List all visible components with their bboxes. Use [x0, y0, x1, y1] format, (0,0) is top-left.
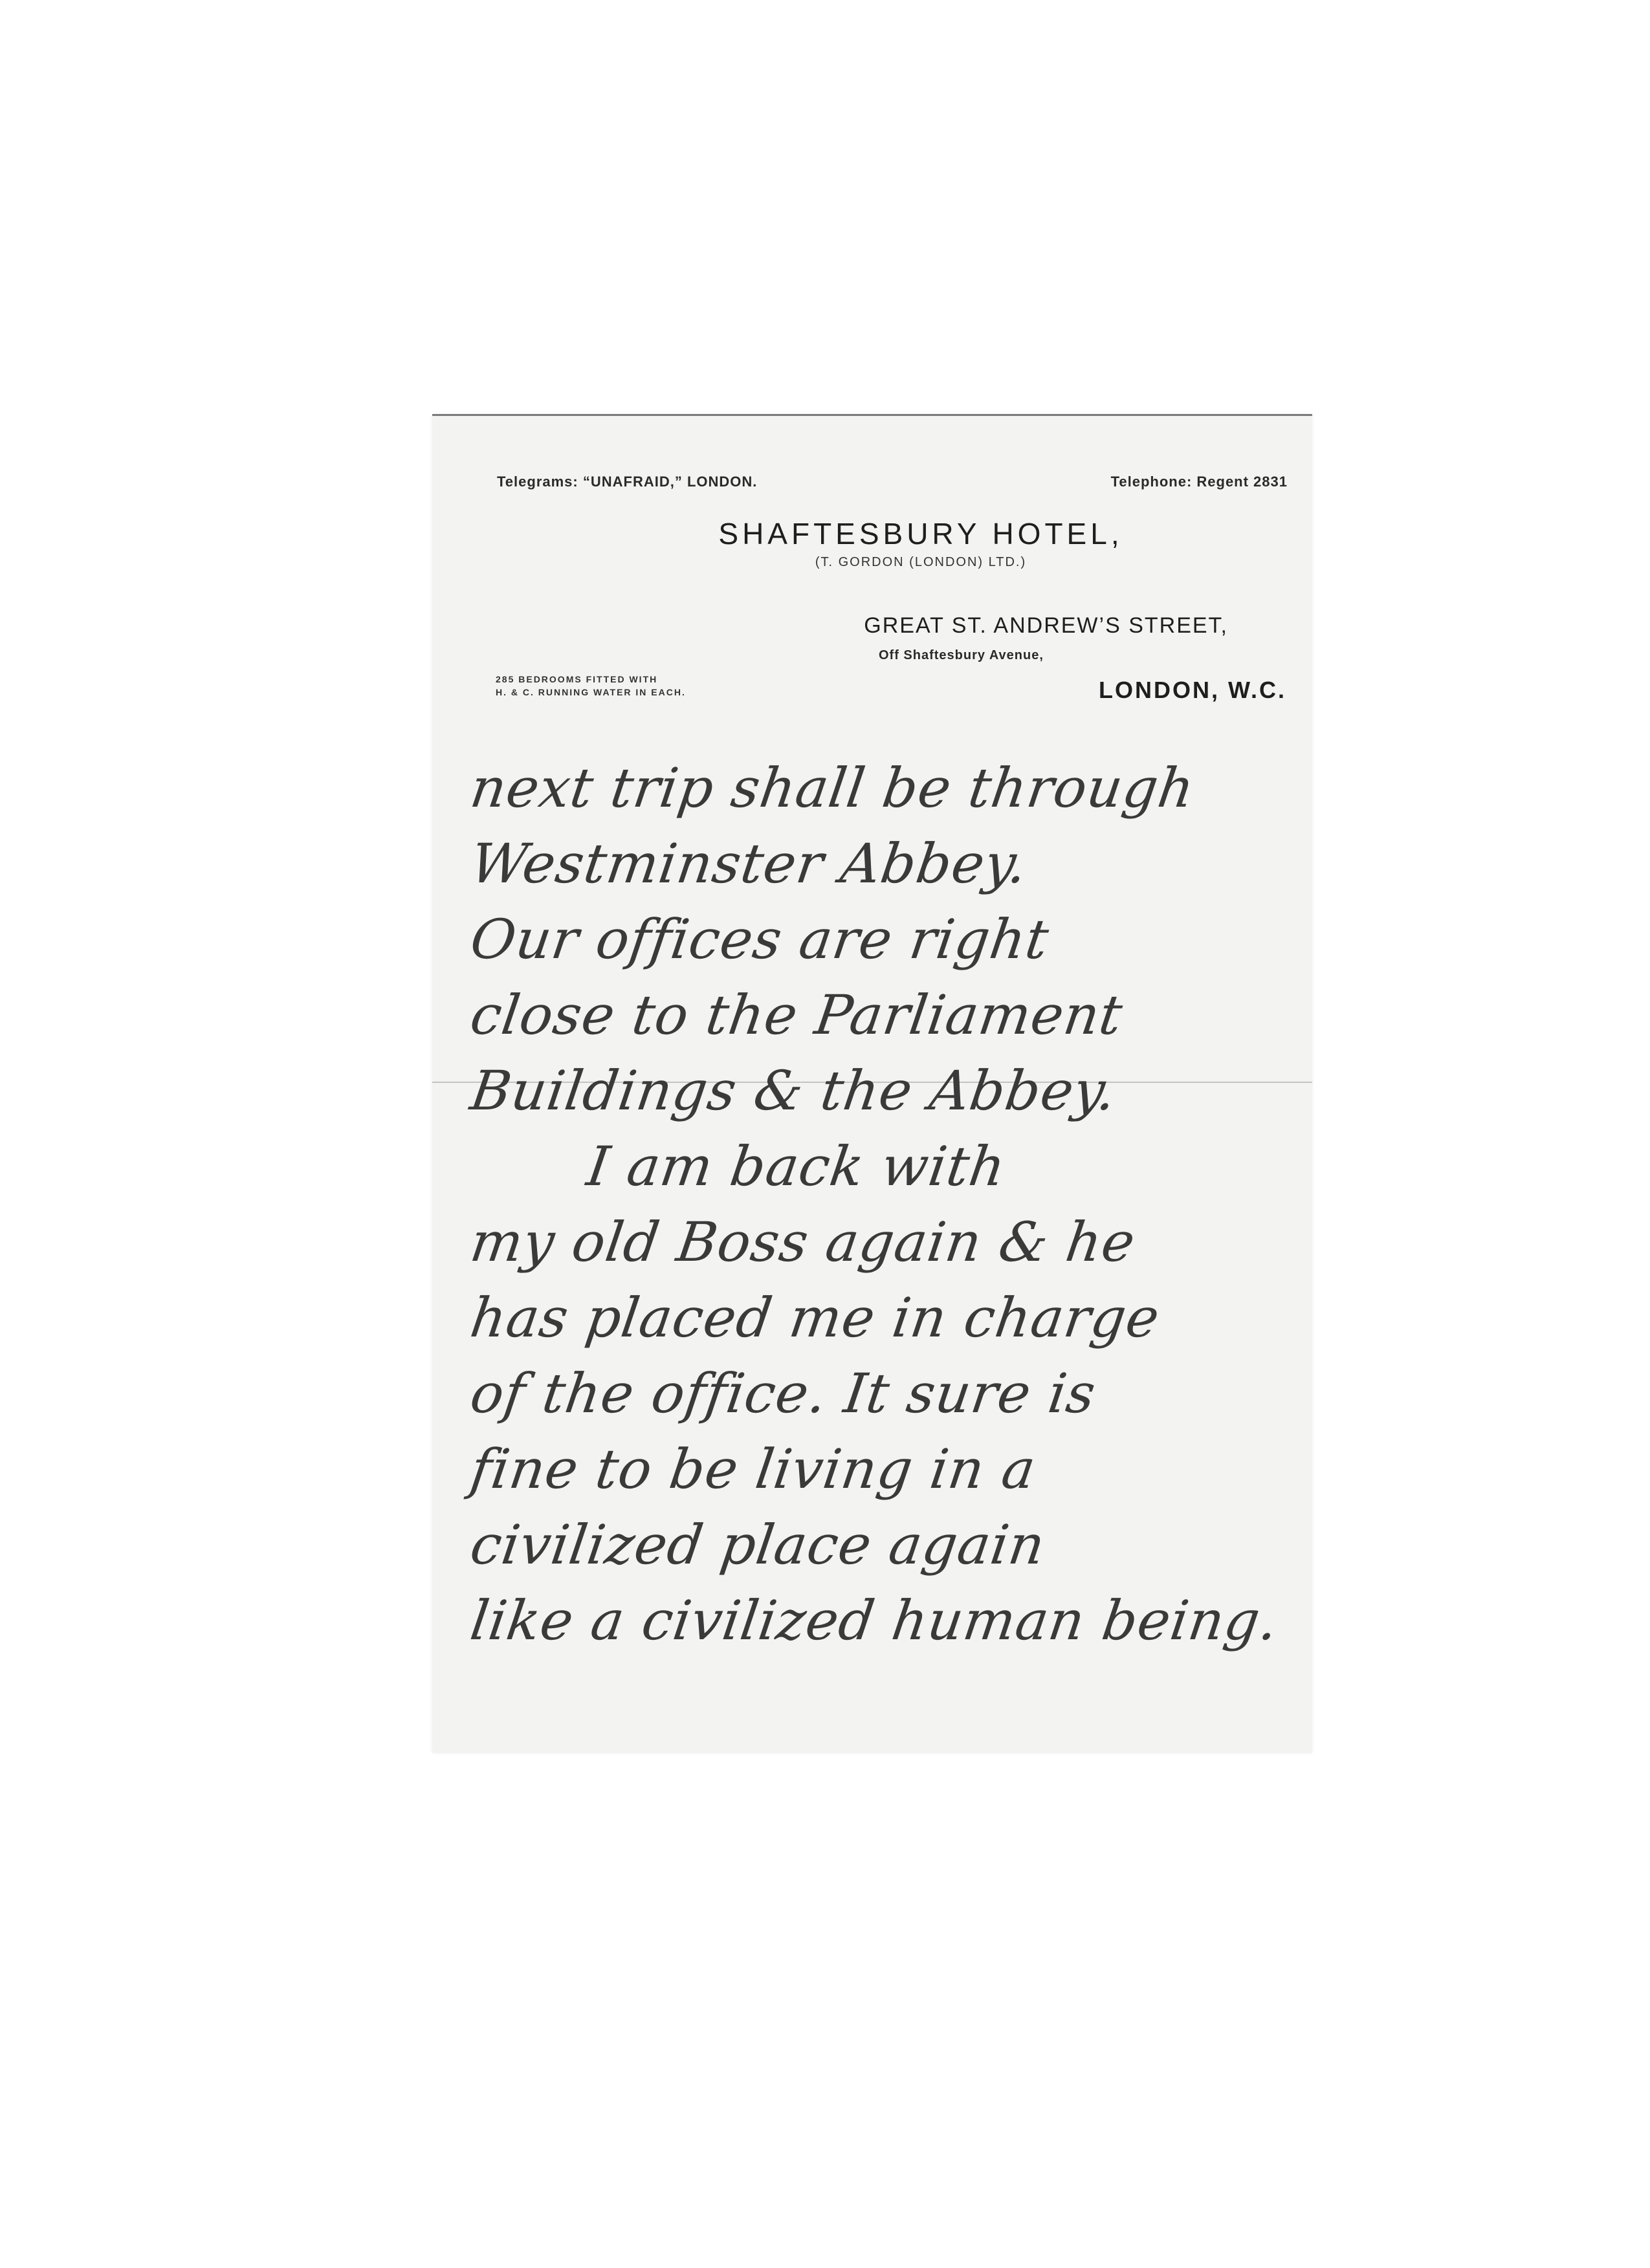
handwritten-line: civilized place again	[467, 1513, 1050, 1576]
letterhead-hotel-name: SHAFTESBURY HOTEL,	[718, 517, 1123, 551]
handwritten-line: Our offices are right	[467, 908, 1053, 971]
letterhead-bedrooms-line-1: 285 BEDROOMS FITTED WITH	[496, 674, 658, 684]
handwritten-line: like a civilized human being.	[467, 1589, 1282, 1652]
handwritten-line: of the office. It sure is	[467, 1362, 1100, 1425]
letterhead-telegrams: Telegrams: “UNAFRAID,” LONDON.	[497, 474, 758, 490]
sheet-top-edge	[432, 414, 1312, 416]
handwritten-line: has placed me in charge	[467, 1286, 1164, 1349]
handwritten-line: I am back with	[583, 1135, 1010, 1198]
handwritten-line: fine to be living in a	[467, 1437, 1040, 1501]
handwritten-line: Westminster Abbey.	[467, 832, 1031, 895]
handwritten-letter-body	[467, 750, 1299, 1659]
handwritten-line: my old Boss again & he	[467, 1210, 1139, 1274]
handwritten-line: close to the Parliament	[467, 983, 1127, 1047]
letterhead-company: (T. GORDON (LONDON) LTD.)	[815, 555, 1027, 569]
letterhead-bedrooms-line-2: H. & C. RUNNING WATER IN EACH.	[496, 687, 686, 697]
letterhead-telephone: Telephone: Regent 2831	[1110, 474, 1288, 490]
letterhead-bedrooms	[496, 673, 686, 699]
letter-sheet	[432, 414, 1312, 1753]
letterhead-street: GREAT ST. ANDREW’S STREET,	[864, 613, 1228, 638]
letterhead-off-street: Off Shaftesbury Avenue,	[879, 648, 1044, 662]
letterhead-city: LONDON, W.C.	[1099, 677, 1286, 703]
handwritten-line: Buildings & the Abbey.	[467, 1059, 1121, 1122]
handwritten-line: next trip shall be through	[467, 756, 1199, 820]
